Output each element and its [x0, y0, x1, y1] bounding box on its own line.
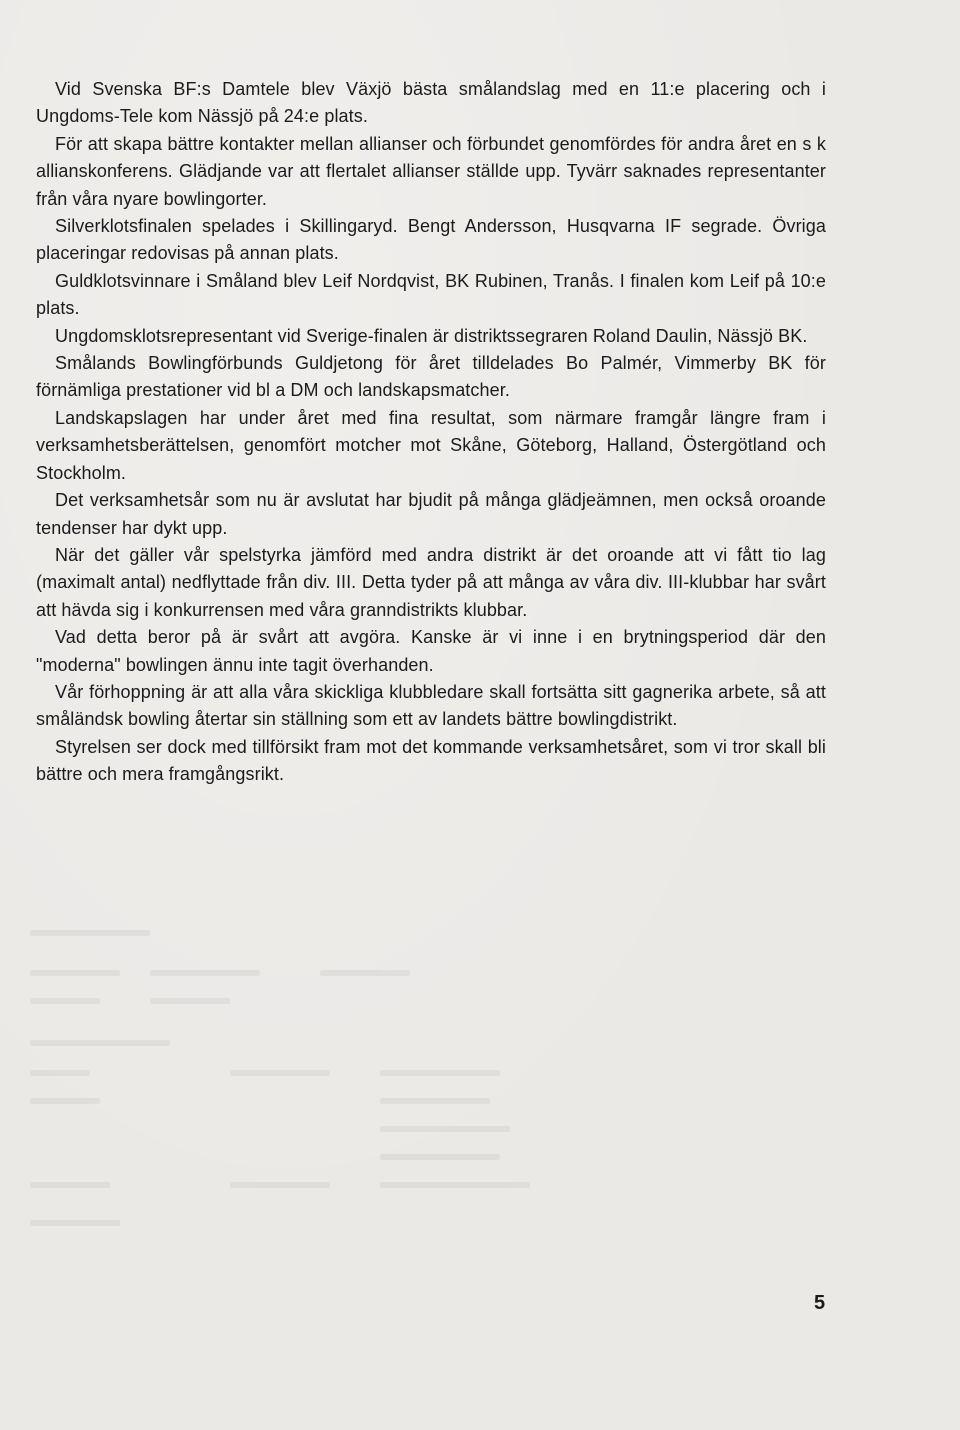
body-text — [36, 76, 826, 789]
paragraph-spelstyrka: När det gäller vår spelstyrka jämförd med andra distrikt är det oroande att vi fått tio lag (maximalt antal) nedflyttade från div. III. Detta tyder på att många av våra div. III-klubbar har svårt att hävda sig i konkurrensen med våra granndistrikts klubbar. — [36, 544, 826, 620]
paragraph-ungdomsklot: Ungdomsklotsrepresentant vid Sverige-finalen är distriktssegraren Roland Daulin, Nässjö BK. — [55, 325, 808, 346]
paragraph-guldjetong: Smålands Bowlingförbunds Guldjetong för året tilldelades Bo Palmér, Vimmerby BK för förnämliga prestationer vid bl a DM och landskapsmatcher. — [36, 353, 826, 401]
page-number: 5 — [814, 1292, 826, 1314]
paragraph-styrelsen: Styrelsen ser dock med tillförsikt fram mot det kommande verksamhetsåret, som vi tror skall bli bättre och mera framgångsrikt. — [36, 736, 826, 785]
paragraph-silverklot: Silverklotsfinalen spelades i Skillingaryd. Bengt Andersson, Husqvarna IF segrade. Övriga placeringar redovisas på annan plats. — [36, 216, 826, 264]
paragraph-verksamhetsar: Det verksamhetsår som nu är avslutat har bjudit på många glädjeämnen, men också oroande tendenser har dykt upp. — [36, 490, 826, 538]
paragraph-damtele: Vid Svenska BF:s Damtele blev Växjö bästa smålandslag med en 11:e placering och i Ungdoms-Tele kom Nässjö på 24:e plats. — [36, 79, 826, 127]
show-through-from-reverse-page — [30, 930, 830, 1260]
paragraph-brytningsperiod: Vad detta beror på är svårt att avgöra. Kanske är vi inne i en brytningsperiod där den "moderna" bowlingen ännu inte tagit överhanden. — [36, 627, 826, 675]
paragraph-allianskonferens: För att skapa bättre kontakter mellan allianser och förbundet genomfördes för andra året en s k allianskonferens. Glädjande var att flertalet allianser ställde upp. Tyvärr saknades representanter från våra nyare bowlingorter. — [36, 133, 826, 209]
paragraph-guldklot: Guldklotsvinnare i Småland blev Leif Nordqvist, BK Rubinen, Tranås. I finalen kom Leif på 10:e plats. — [36, 270, 826, 319]
paragraph-forhoppning: Vår förhoppning är att alla våra skickliga klubbledare skall fortsätta sitt gagnerika arbete, så att småländsk bowling återtar sin ställning som ett av landets bättre bowlingdistrikt. — [36, 681, 826, 730]
paragraph-landskapslagen: Landskapslagen har under året med fina resultat, som närmare framgår längre fram i verksamhetsberättelsen, genomfört motcher mot Skåne, Göteborg, Halland, Östergötland och Stockholm. — [36, 407, 826, 483]
